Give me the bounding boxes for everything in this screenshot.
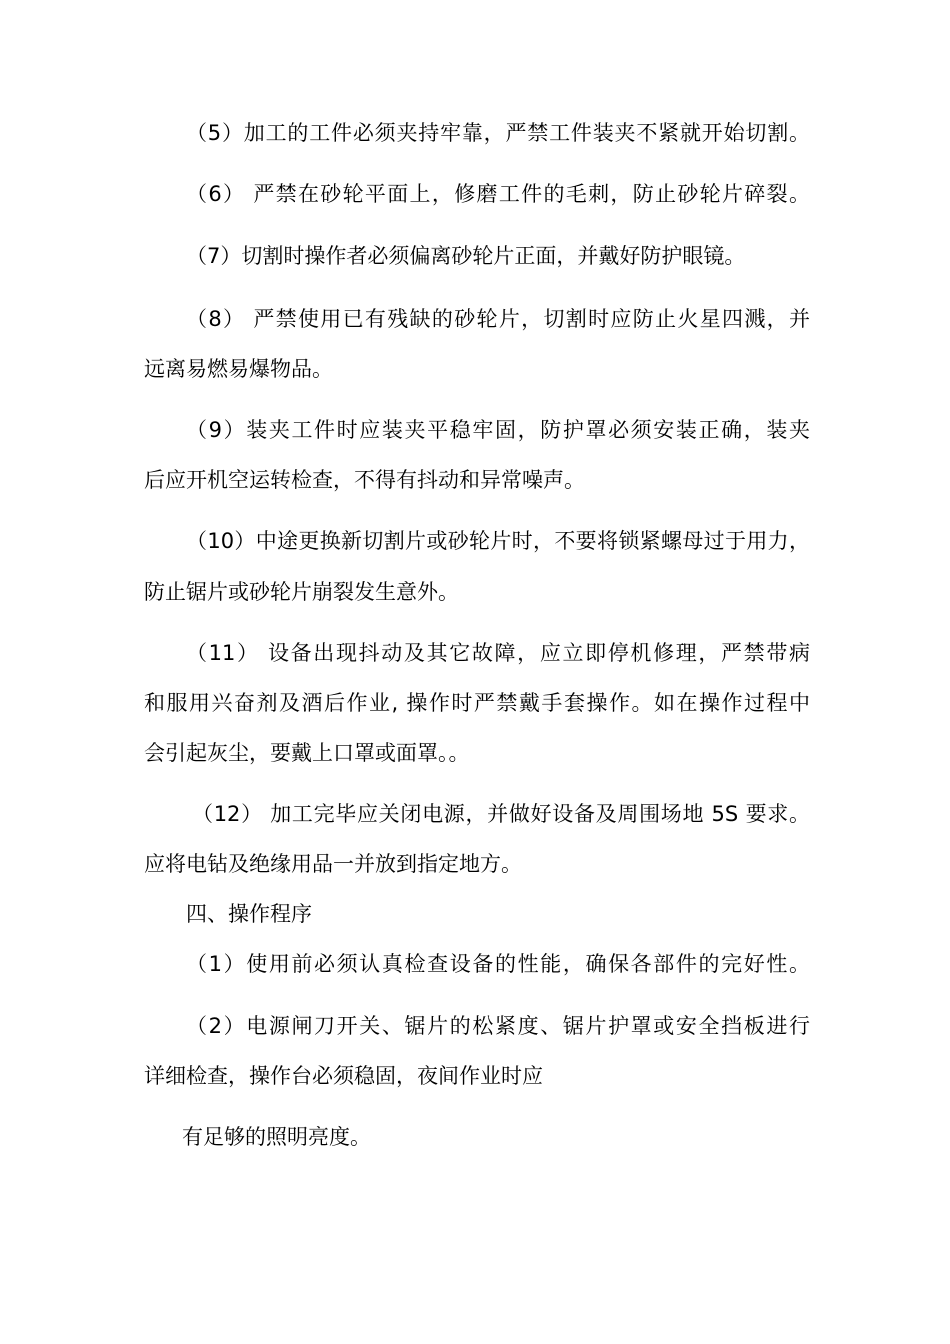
text-line-proc-1: （1）使用前必须认真检查设备的性能，确保各部件的完好性。 xyxy=(186,952,810,976)
section-heading: 四、操作程序 xyxy=(186,902,312,926)
text-line-rule-6: （6） 严禁在砂轮平面上，修磨工件的毛刺，防止砂轮片碎裂。 xyxy=(186,182,810,206)
text-line-rule-11-cont: 和服用兴奋剂及酒后作业, 操作时严禁戴手套操作。如在操作过程中 xyxy=(144,691,810,715)
text-line-rule-12-cont: 应将电钻及绝缘用品一并放到指定地方。 xyxy=(144,852,522,876)
text-line-rule-9: （9）装夹工件时应装夹平稳牢固，防护罩必须安装正确，装夹 xyxy=(186,418,810,442)
text-line-rule-11-cont2: 会引起灰尘，要戴上口罩或面罩。。 xyxy=(144,741,470,765)
text-line-rule-7: （7）切割时操作者必须偏离砂轮片正面，并戴好防护眼镜。 xyxy=(186,244,746,268)
text-line-rule-9-cont: 后应开机空运转检查，不得有抖动和异常噪声。 xyxy=(144,468,585,492)
text-line-rule-12: （12） 加工完毕应关闭电源，并做好设备及周围场地 5S 要求。 xyxy=(192,802,810,826)
text-line-proc-2-cont2: 有足够的照明亮度。 xyxy=(182,1125,371,1149)
text-line-proc-2-cont: 详细检查，操作台必须稳固，夜间作业时应 xyxy=(144,1064,543,1088)
text-line-rule-11: （11） 设备出现抖动及其它故障，应立即停机修理，严禁带病 xyxy=(186,641,810,665)
text-line-proc-2: （2）电源闸刀开关、锯片的松紧度、锯片护罩或安全挡板进行 xyxy=(186,1014,810,1038)
text-line-rule-8-cont: 远离易燃易爆物品。 xyxy=(144,357,333,381)
text-line-rule-10: （10）中途更换新切割片或砂轮片时，不要将锁紧螺母过于用力， xyxy=(186,529,810,553)
text-line-rule-8: （8） 严禁使用已有残缺的砂轮片，切割时应防止火星四溅，并 xyxy=(186,307,810,331)
text-line-rule-10-cont: 防止锯片或砂轮片崩裂发生意外。 xyxy=(144,580,459,604)
text-line-rule-5: （5）加工的工件必须夹持牢靠，严禁工件装夹不紧就开始切割。 xyxy=(186,121,810,145)
